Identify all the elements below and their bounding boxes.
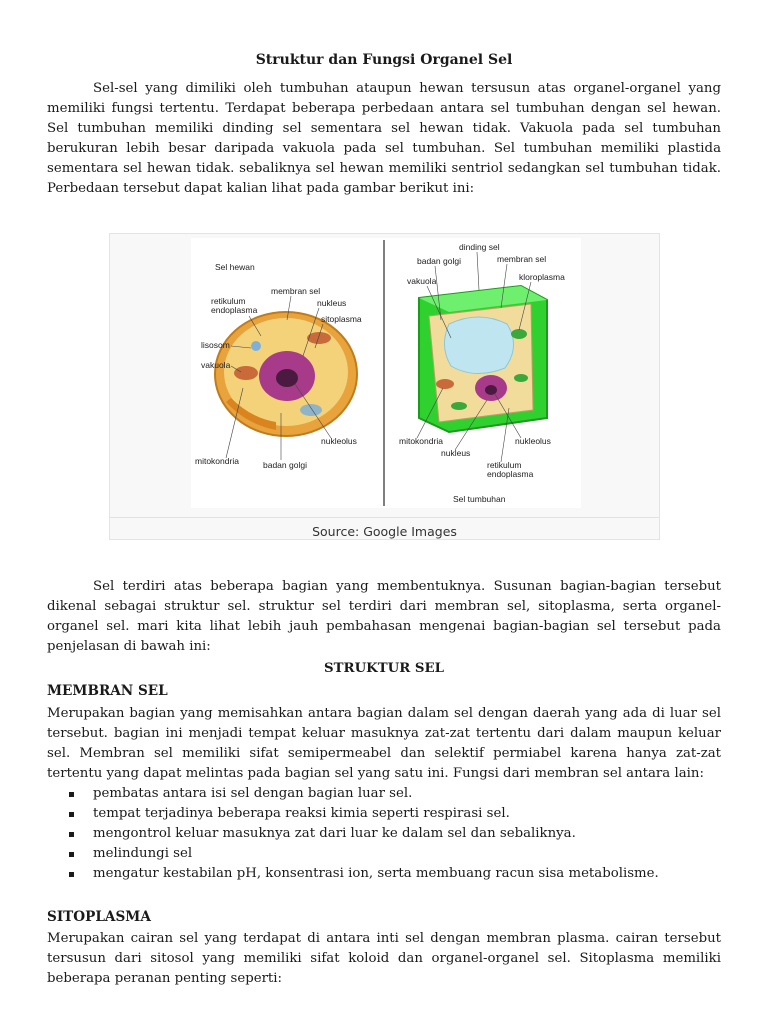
list-item: mengontrol keluar masuknya zat dari luar ke dalam sel dan sebaliknya.: [47, 824, 721, 844]
plant-label-dinding-sel: dinding sel: [459, 242, 500, 252]
plant-label-nukleus: nukleus: [441, 448, 471, 458]
intro-paragraph: Sel-sel yang dimiliki oleh tumbuhan ataupun hewan tersusun atas organel-organel yang memiliki fungsi tertentu. Terdapat beberapa perbedaan antara sel tumbuhan dengan sel hewan. Sel tumbuhan memiliki dinding sel sementara sel hewan tidak. Vakuola pada sel tumbuhan berukuran lebih besar daripada vakuola pada sel tumbuhan. Sel tumbuhan memiliki plastida sementara sel hewan tidak. sebaliknya sel hewan memiliki sentriol sedangkan sel tumbuhan tidak. Perbedaan tersebut dapat kalian lihat pada gambar berikut ini:: [47, 81, 721, 196]
list-item: mengatur kestabilan pH, konsentrasi ion, serta membuang racun sisa metabolisme.: [47, 864, 721, 884]
document-page: [47, 50, 721, 989]
animal-label-membran-sel: membran sel: [271, 286, 321, 296]
plant-label-nukleolus: nukleolus: [515, 436, 551, 446]
plant-label-mitokondria: mitokondria: [399, 436, 443, 446]
list-item: pembatas antara isi sel dengan bagian luar sel.: [47, 784, 721, 804]
plant-cell-title: Sel tumbuhan: [453, 494, 506, 504]
cell-diagram-svg: [191, 238, 581, 508]
animal-label-badan-golgi: badan golgi: [263, 460, 307, 470]
animal-label-mitokondria: mitokondria: [195, 456, 239, 466]
cell-comparison-figure: [109, 233, 660, 540]
plant-label-membran-sel: membran sel: [497, 254, 547, 264]
plant-label-kloroplasma: kloroplasma: [519, 272, 565, 282]
animal-label-nukleolus: nukleolus: [321, 436, 357, 446]
cell-diagram-image: [191, 238, 581, 508]
document-title: Struktur dan Fungsi Organel Sel: [255, 52, 513, 68]
membran-function-list: [47, 784, 721, 884]
plant-label-vakuola: vakuola: [407, 276, 437, 286]
list-item: tempat terjadinya beberapa reaksi kimia seperti respirasi sel.: [47, 804, 721, 824]
sitoplasma-heading: SITOPLASMA: [47, 909, 151, 925]
animal-label-sitoplasma: sitoplasma: [321, 314, 362, 324]
animal-label-nukleus: nukleus: [317, 298, 347, 308]
plant-label-badan-golgi: badan golgi: [417, 256, 461, 266]
structure-intro-paragraph: Sel terdiri atas beberapa bagian yang membentuknya. Susunan bagian-bagian tersebut dikenal sebagai struktur sel. struktur sel terdiri dari membran sel, sitoplasma, serta organel-organel sel. mari kita lihat lebih jauh pembahasan mengenai bagian-bagian sel tersebut pada penjelasan di bawah ini:: [47, 579, 721, 654]
animal-label-vakuola: vakuola: [201, 360, 231, 370]
list-item: melindungi sel: [47, 844, 721, 864]
animal-cell-title: Sel hewan: [215, 262, 255, 272]
animal-label-retikulum: retikulum endoplasma: [211, 296, 258, 315]
section-title: STRUKTUR SEL: [324, 661, 444, 676]
membran-heading: MEMBRAN SEL: [47, 683, 168, 699]
animal-label-lisosom: lisosom: [201, 340, 230, 350]
membran-paragraph: Merupakan bagian yang memisahkan antara bagian dalam sel dengan daerah yang ada di luar sel tersebut. bagian ini menjadi tempat keluar masuknya zat-zat tertentu dari dalam maupun keluar sel. Membran sel memiliki sifat semipermeabel dan selektif permiabel karena hanya zat-zat tertentu yang dapat melintas pada bagian sel yang satu ini. Fungsi dari membran sel antara lain:: [47, 706, 721, 781]
sitoplasma-paragraph: Merupakan cairan sel yang terdapat di antara inti sel dengan membran plasma. cairan tersebut tersusun dari sitosol yang memiliki sifat koloid dan organel-organel sel. Sitoplasma memiliki beberapa peranan penting seperti:: [47, 931, 721, 986]
figure-caption: Source: Google Images: [110, 517, 659, 539]
plant-label-retikulum: retikulum endoplasma: [487, 460, 534, 479]
